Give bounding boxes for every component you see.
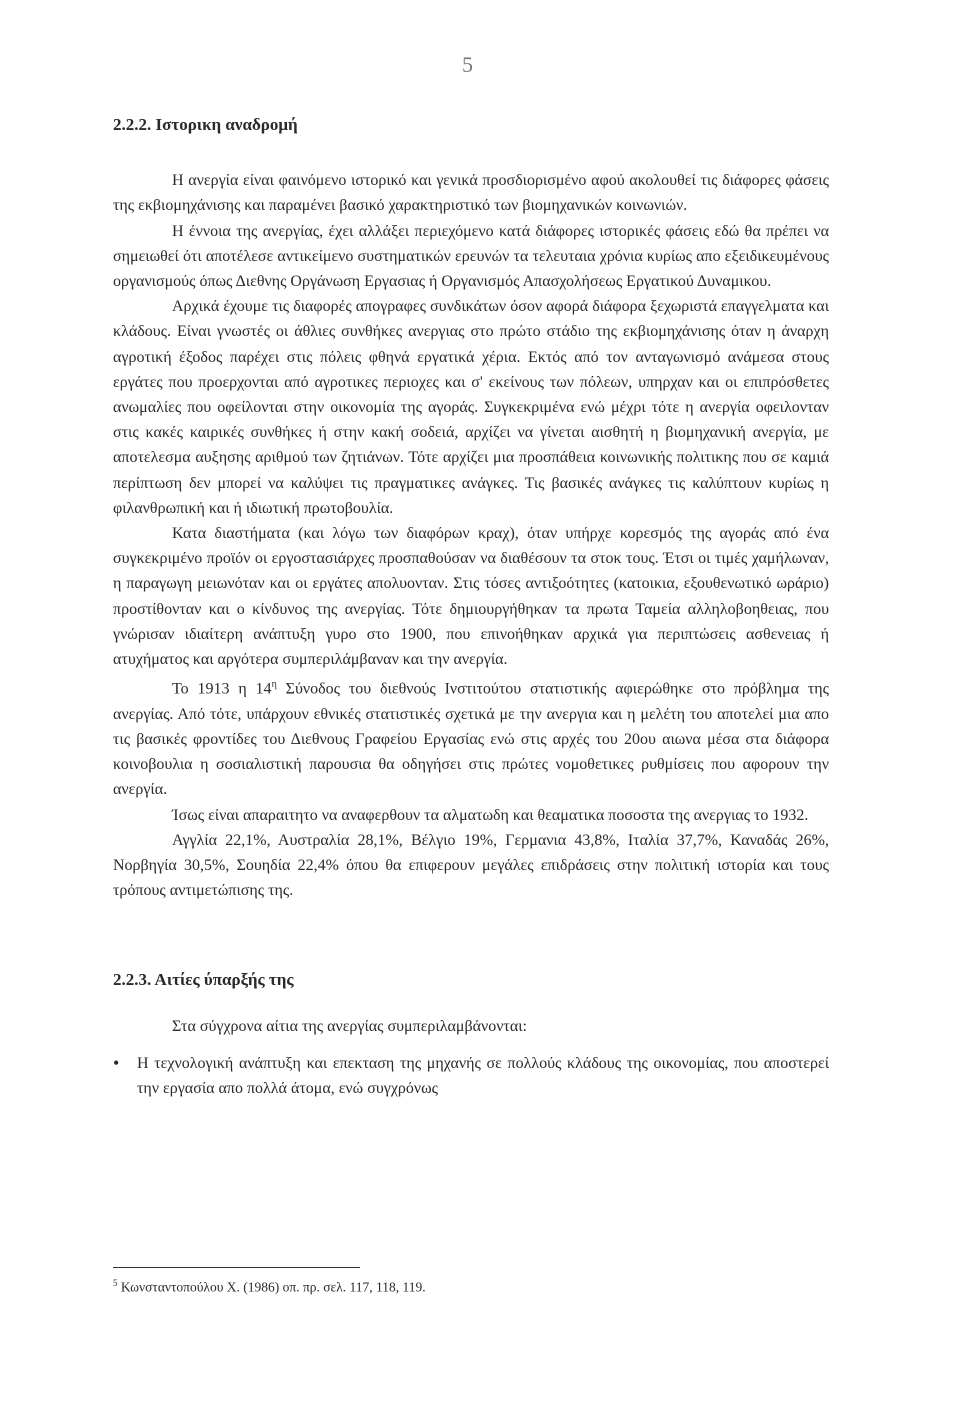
paragraph-5 xyxy=(113,672,829,802)
footnote-divider xyxy=(113,1267,360,1268)
footnote-marker: 5 xyxy=(113,1278,118,1288)
paragraph-1: Η ανεργία είναι φαινόμενο ιστορικό και γενικά προσδιορισμένο αφού ακολουθεί τις διάφορες φάσεις της εκβιομηχάνισης και παραμένει βασικό χαρακτηριστικό των βιομηχανικών κοινωνιών. xyxy=(113,172,829,215)
section-heading-causes: 2.2.3. Αιτίες ύπαρξής της xyxy=(113,970,294,990)
paragraph-7-statistics: Αγγλία 22,1%, Αυστραλία 28,1%, Βέλγιο 19%, Γερμανια 43,8%, Ιταλία 37,7%, Καναδάς 26%, Νορβηγία 30,5%, Σουηδία 22,4% όπου θα επιφερουν μεγάλες επιδράσεις στην πολιτική ιστορία και τους τρόπους αντιμετώπισης της. xyxy=(113,831,829,900)
paragraph-4: Κατα διαστήματα (και λόγω των διαφόρων κραχ), όταν υπήρχε κορεσμός της αγοράς από ένα συγκεκριμένο προϊόν οι εργοστασιάρχες προσπαθούσαν να διαθέσουν τα στοκ τους. Έτσι οι τιμές χαμήλωναν, η παραγωγη μειωνόταν και οι εργάτες απολυονταν. Στις τόσες αντιξοότητες (κατοικια, εξουθενωτικό ωράριο) προστίθονταν και ο κίνδυνος της ανεργίας. Τότε δημιουργήθηκαν τα πρωτα Ταμεία αλληλοβοηθειας, που γνώρισαν ιδιαίτερη ανάπτυξη γυρο στο 1900, που επινοήθηκαν αρχικά για περιπτώσεις ασθενειας ή ατυχήματος και αργότερα συμπεριλάμβαναν και την ανεργία. xyxy=(113,525,829,669)
page-number: 5 xyxy=(462,52,473,77)
footnote-text: Κωνσταντοπούλου Χ. (1986) οπ. πρ. σελ. 117, 118, 119. xyxy=(117,1279,426,1295)
paragraph-5-rest: Σύνοδος του διεθνούς Ινστιτούτου στατιστικής αφιερώθηκε στο πρόβλημα της ανεργίας. Από τότε, υπάρχουν εθνικές στατιστικές σχετικά με την ανεργια και η μελέτη του αποτελεί μια απο τις βασικές φροντίδες του Διεθνους Γραφείου Εργασίας ενώ στις αρχές του 20ου αιωνα μέσα στα διάφορα κοινοβουλια η σοσιαλιστική παρουσια θα οδηγήσει στις πρώτες νομοθετικες ρυθμίσεις που αφορουν την ανεργία. xyxy=(113,680,829,799)
ordinal-superscript: η xyxy=(271,679,277,691)
section-heading-historical: 2.2.2. Ιστορικη αναδρομή xyxy=(113,115,298,134)
paragraph-6: Ίσως είναι απαραιτητο να αναφερθουν τα αλματωδη και θεαματικα ποσοστα της ανεργιας το 1932. xyxy=(172,806,809,824)
list-item: • Η τεχνολογική ανάπτυξη και επεκταση της μηχανής σε πολλούς κλάδους της οικονομίας, που αποστερεί την εργασία απο πολλά άτομα, ενώ συγχρόνως xyxy=(113,1051,829,1101)
causes-intro: Στα σύγχρονα αίτια της ανεργίας συμπεριλαμβάνονται: xyxy=(172,1017,527,1035)
document-body xyxy=(113,112,829,1101)
causes-list xyxy=(113,1051,829,1101)
footnote xyxy=(113,1278,426,1296)
paragraph-3: Αρχικά έχουμε τις διαφορές απογραφες συνδικάτων όσον αφορά διάφορα ξεχωριστά επαγγελματα και κλάδους. Είναι γνωστές οι άθλιες συνθήκες ανεργιας στο πρώτο στάδιο της εκβιομηχάνισης όταν η άναρχη αγροτική έξοδος παρέχει στις πόλεις φθηνά εργατικά χέρια. Εκτός από τον ανταγωνισμό ανάμεσα στους εργάτες που προερχονται από αγροτικες περιοχες και σ' εκείνους των πόλεων, υπηρχαν και οι επιπρόσθετες ανωμαλίες που οφείλονται στην οικονομία της αγοράς. Συγκεκριμένα ενώ μέχρι τότε η ανεργία οφειλονταν στις κακές καιρικές συνθήκες ή στην κακή σοδειά, αρχίζει να γίνεται αισθητή η βιομηχανική ανεργία, με αποτελεσμα αυξησης αριθμού των ζητιάνων. Τότε αρχίζει μια προσπάθεια κοινωνικής πολιτικης που σε καμιά περίπτωση δεν μπορεί να καλύψει τις πραγματικες ανάγκες. Τις βασικές ανάγκες τις καλύπτουν κυρίως η φιλανθρωπική και ή ιδιωτική πρωτοβουλία. xyxy=(113,298,829,517)
paragraph-5-start: Το 1913 η 14 xyxy=(172,680,272,698)
paragraph-2: Η έννοια της ανεργίας, έχει αλλάξει περιεχόμενο κατά διάφορες ιστορικές φάσεις εδώ θα πρέπει να σημειωθεί ότι αποτέλεσε αντικείμενο συστηματικών ερευνών τα τελευταια χρόνια κυρίως απο εξειδικευμένους οργανισμούς όπως Διεθνης Οργάνωση Εργασιας ή Οργανισμός Απασχολήσεως Εργατικού Δυναμικου. xyxy=(113,222,829,291)
section-spacer xyxy=(113,903,829,967)
